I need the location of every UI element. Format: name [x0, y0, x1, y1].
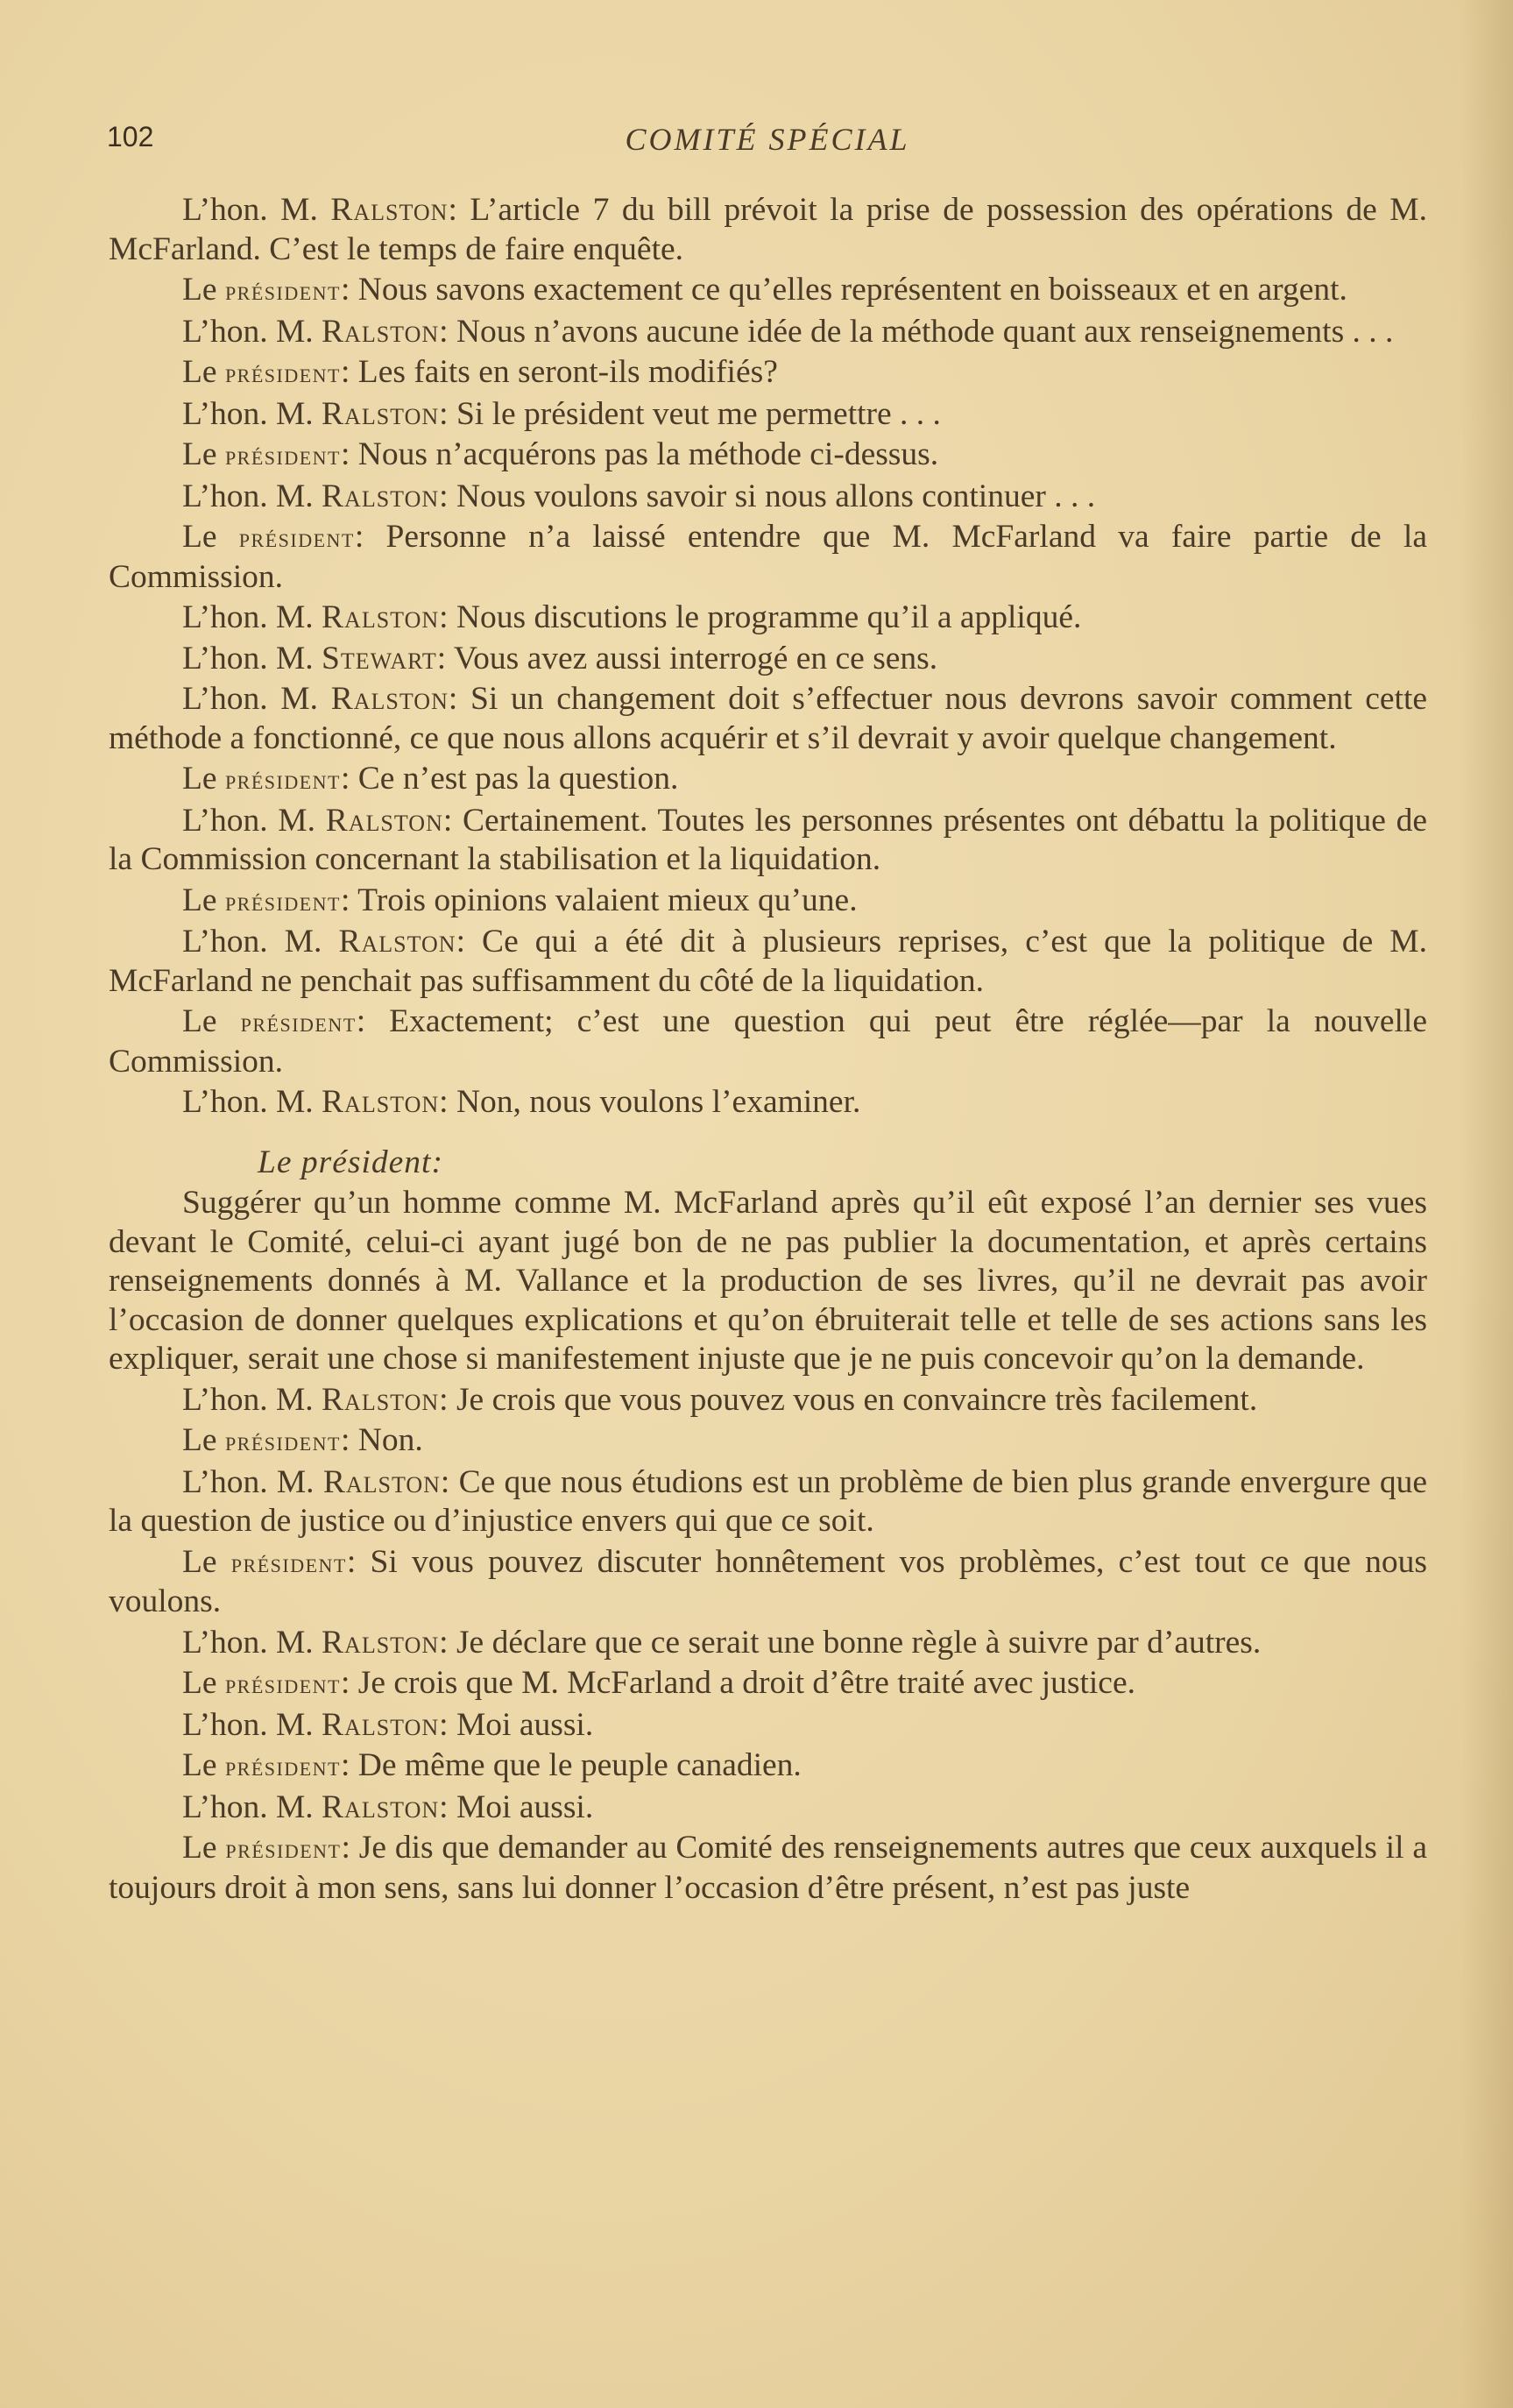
speaker-prefix: Le — [182, 1665, 225, 1701]
speaker-name: Stewart — [322, 640, 437, 676]
dialogue-paragraph — [109, 1381, 1427, 1420]
dialogue-paragraph — [109, 1829, 1427, 1908]
dialogue-text: : De même que le peuple canadien. — [341, 1747, 802, 1783]
dialogue-text: : Trois opinions valaient mieux qu’une. — [341, 882, 858, 918]
dialogue-text: : Non, nous voulons l’examiner. — [439, 1084, 861, 1120]
speaker-prefix: L’hon. M. — [182, 1381, 322, 1418]
speaker-name: Ralston — [322, 599, 440, 635]
document-body — [109, 191, 1427, 1909]
dialogue-text: : Si un changement doit s’effectuer nous devrons savoir comment cette méthode a fonctionné, ce que nous allons acquérir et s’il devrait y avoir quelque changement. — [109, 681, 1428, 756]
dialogue-paragraph — [109, 1788, 1427, 1828]
running-title: COMITÉ SPÉCIAL — [625, 122, 910, 157]
speaker-name: président — [224, 1426, 341, 1456]
speaker-prefix: L’hon. M. — [182, 313, 322, 350]
dialogue-text: : Nous voulons savoir si nous allons continuer . . . — [439, 478, 1096, 514]
speaker-name: président — [224, 1751, 341, 1781]
dialogue-text: : Je dis que demander au Comité des renseignements autres que ceux auxquels il a toujours droit à mon sens, sans lui donner l’occasion d’être présent, n’est pas juste — [109, 1830, 1427, 1906]
dialogue-text: : Les faits en seront-ils modifiés? — [341, 354, 778, 390]
dialogue-paragraph — [109, 923, 1427, 1001]
dialogue-paragraph — [109, 760, 1427, 800]
speaker-prefix: L’hon. M. — [182, 478, 322, 514]
dialogue-paragraph — [109, 1543, 1427, 1622]
speaker-name: président — [224, 764, 341, 795]
speaker-prefix: L’hon. M. — [182, 924, 339, 960]
dialogue-paragraph — [109, 436, 1427, 476]
dialogue-paragraph — [109, 1463, 1427, 1541]
dialogue-text: : L’article 7 du bill prévoit la prise de possession des opérations de M. McFarland. C’est le temps de faire enquête. — [109, 192, 1427, 267]
dialogue-text: : Je crois que vous pouvez vous en convaincre très facilement. — [439, 1381, 1258, 1418]
dialogue-text: : Nous savons exactement ce qu’elles représentent en boisseaux et en argent. — [341, 272, 1347, 308]
dialogue-text: : Non. — [341, 1422, 423, 1458]
speaker-prefix: Le — [182, 1543, 231, 1580]
dialogue-paragraph — [109, 1002, 1427, 1081]
speaker-prefix: Le — [182, 1747, 225, 1783]
dialogue-paragraph — [109, 1083, 1427, 1123]
speaker-name: président — [225, 1833, 342, 1864]
speaker-prefix: Le — [182, 519, 239, 555]
speaker-prefix: L’hon. M. — [182, 1463, 323, 1500]
section-label: Le président: — [258, 1144, 443, 1180]
dialogue-text: : Si vous pouvez discuter honnêtement vos problèmes, c’est tout ce que nous voulons. — [109, 1543, 1427, 1619]
dialogue-paragraph — [109, 395, 1427, 435]
speaker-name: président — [230, 1547, 347, 1578]
speaker-name: président — [240, 1007, 357, 1038]
speaker-name: président — [224, 885, 341, 917]
dialogue-text: : Ce que nous étudions est un problème de bien plus grande envergure que la question de justice ou d’injustice envers qui que ce soit. — [109, 1463, 1428, 1539]
dialogue-paragraph — [109, 802, 1427, 880]
speaker-prefix: L’hon. M. — [182, 1788, 322, 1825]
speaker-prefix: L’hon. M. — [182, 395, 322, 432]
dialogue-text: : Moi aussi. — [439, 1788, 594, 1825]
dialogue-text: : Je déclare que ce serait une bonne règle à suivre par d’autres. — [439, 1624, 1262, 1661]
speaker-name: Ralston — [322, 1788, 440, 1825]
dialogue-text: : Nous n’avons aucune idée de la méthode quant aux renseignements . . . — [439, 313, 1394, 350]
speaker-name: président — [224, 275, 341, 306]
dialogue-paragraph — [109, 1706, 1427, 1746]
dialogue-paragraph — [109, 271, 1427, 311]
speaker-name: Ralston — [322, 1624, 440, 1661]
dialogue-text: : Vous avez aussi interrogé en ce sens. — [436, 640, 938, 676]
dialogue-text: : Personne n’a laissé entendre que M. McFarland va faire partie de la Commission. — [109, 519, 1427, 595]
speaker-prefix: L’hon. M. — [182, 1624, 322, 1661]
dialogue-paragraph — [109, 598, 1427, 638]
dialogue-text: : Certainement. Toutes les personnes présentes ont débattu la politique de la Commission concernant la stabilisation et la liquidation. — [109, 802, 1427, 877]
speaker-name: Ralston — [322, 313, 440, 350]
dialogue-paragraph — [109, 313, 1427, 352]
dialogue-text: : Nous discutions le programme qu’il a appliqué. — [439, 599, 1082, 635]
dialogue-text: : Moi aussi. — [439, 1706, 594, 1743]
dialogue-paragraph — [109, 1421, 1427, 1462]
speaker-name: Ralston — [322, 478, 440, 514]
speaker-name: Ralston — [322, 395, 440, 432]
dialogue-paragraph — [109, 680, 1427, 758]
dialogue-block-after — [109, 1381, 1427, 1909]
speaker-name: Ralston — [330, 192, 449, 228]
speaker-prefix: Le — [182, 354, 225, 390]
page-number: 102 — [107, 121, 154, 152]
dialogue-paragraph — [109, 478, 1427, 517]
dialogue-block-before — [109, 191, 1427, 1123]
dialogue-paragraph — [109, 1664, 1427, 1704]
dialogue-paragraph — [109, 1624, 1427, 1663]
speaker-prefix: L’hon. M. — [182, 599, 322, 635]
president-speech: Suggérer qu’un homme comme M. McFarland après qu’il eût exposé l’an dernier ses vues devant le Comité, celui-ci ayant jugé bon de ne pas publier la documentation, et après certains renseignements donnés à M. Vallance et la production de ses livres, qu’il ne devrait pas avoir l’occasion de donner quelques explications et qu’on ébruiterait telle et telle de ses actions sans les expliquer, serait une chose si manifestement injuste que je ne puis concevoir qu’on la demande. — [109, 1185, 1427, 1377]
dialogue-paragraph — [109, 191, 1427, 269]
dialogue-text: : Ce n’est pas la question. — [341, 761, 679, 797]
speaker-prefix: Le — [182, 1422, 225, 1458]
speaker-prefix: Le — [182, 272, 225, 308]
dialogue-text: : Si le président veut me permettre . . . — [439, 395, 941, 432]
speaker-prefix: L’hon. M. — [182, 681, 331, 717]
speaker-prefix: Le — [182, 436, 225, 472]
speaker-name: président — [224, 358, 341, 388]
dialogue-text: : Exactement; c’est une question qui peut être réglée—par la nouvelle Commission. — [109, 1003, 1427, 1080]
page-header — [107, 121, 1428, 159]
speaker-prefix: Le — [182, 1003, 241, 1039]
speaker-prefix: Le — [182, 882, 225, 918]
speaker-prefix: L’hon. M. — [182, 1706, 322, 1743]
dialogue-text: : Ce qui a été dit à plusieurs reprises, c’est que la politique de M. McFarland ne penchait pas suffisamment du côté de la liquidation. — [109, 924, 1428, 999]
dialogue-paragraph — [109, 1746, 1427, 1787]
speaker-prefix: Le — [182, 1830, 226, 1866]
dialogue-paragraph — [109, 518, 1427, 597]
speaker-name: Ralston — [322, 1381, 440, 1418]
speaker-name: Ralston — [322, 1706, 440, 1743]
speaker-name: président — [224, 1668, 341, 1699]
speaker-name: Ralston — [325, 802, 443, 839]
speaker-name: président — [238, 522, 355, 553]
dialogue-paragraph — [109, 882, 1427, 922]
speaker-name: Ralston — [330, 681, 449, 717]
dialogue-text: : Nous n’acquérons pas la méthode ci-dessus. — [341, 436, 939, 472]
dialogue-paragraph — [109, 353, 1427, 393]
speaker-prefix: L’hon. M. — [182, 192, 331, 228]
speaker-prefix: L’hon. M. — [182, 1084, 322, 1120]
speaker-name: président — [224, 440, 341, 471]
speaker-name: Ralston — [322, 1463, 441, 1500]
speaker-name: Ralston — [322, 1084, 440, 1120]
speaker-prefix: L’hon. M. — [182, 640, 322, 676]
dialogue-text: : Je crois que M. McFarland a droit d’être traité avec justice. — [341, 1665, 1135, 1701]
speaker-name: Ralston — [338, 924, 456, 960]
speaker-prefix: L’hon. M. — [182, 802, 326, 839]
speaker-prefix: Le — [182, 761, 225, 797]
dialogue-paragraph — [109, 640, 1427, 679]
page-edge-shadow — [1460, 0, 1513, 2408]
